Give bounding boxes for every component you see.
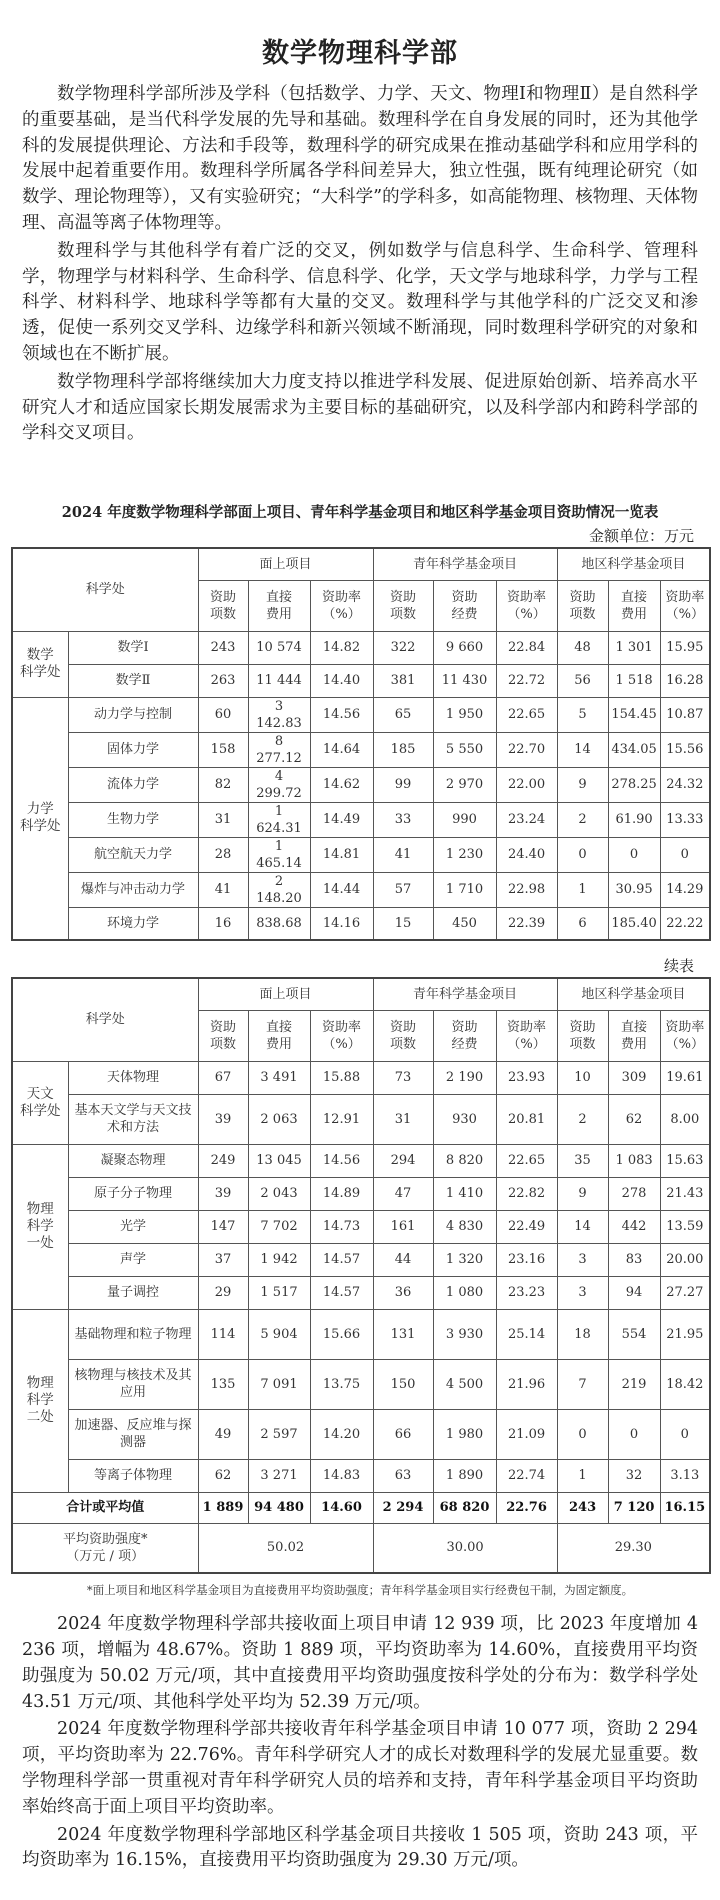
value-cell: 18 xyxy=(557,1309,608,1359)
value-cell: 7 702 xyxy=(248,1210,310,1243)
discipline-cell: 天体物理 xyxy=(68,1061,198,1094)
header-sub: 资助 项数 xyxy=(557,580,608,631)
value-cell: 48 xyxy=(557,631,608,664)
value-cell: 1 320 xyxy=(433,1243,496,1276)
value-cell: 278 xyxy=(608,1177,660,1210)
discipline-cell: 加速器、反应堆与探测器 xyxy=(68,1409,198,1459)
table-row xyxy=(12,767,710,802)
average-row xyxy=(12,1523,710,1573)
table-row xyxy=(12,697,710,732)
value-cell: 158 xyxy=(198,732,248,767)
total-row xyxy=(12,1492,710,1523)
value-cell: 1 980 xyxy=(433,1409,496,1459)
value-cell: 14 xyxy=(557,1210,608,1243)
value-cell: 99 xyxy=(373,767,433,802)
discipline-cell: 基本天文学与天文技术和方法 xyxy=(68,1094,198,1144)
value-cell: 5 xyxy=(557,697,608,732)
value-cell: 1 410 xyxy=(433,1177,496,1210)
discipline-cell: 凝聚态物理 xyxy=(68,1144,198,1177)
value-cell: 2 148.20 xyxy=(248,872,310,907)
value-cell: 185.40 xyxy=(608,907,660,940)
header-sub: 资助率 （%） xyxy=(660,1010,710,1061)
value-cell: 61.90 xyxy=(608,802,660,837)
average-value: 30.00 xyxy=(373,1523,557,1573)
header-sub: 资助 项数 xyxy=(198,580,248,631)
value-cell: 381 xyxy=(373,664,433,697)
header-sub: 资助 经费 xyxy=(433,1010,496,1061)
header-sub: 资助率 （%） xyxy=(660,580,710,631)
value-cell: 15.56 xyxy=(660,732,710,767)
table-row xyxy=(12,631,710,664)
value-cell: 0 xyxy=(608,1409,660,1459)
value-cell: 9 xyxy=(557,1177,608,1210)
value-cell: 15.63 xyxy=(660,1144,710,1177)
table-row xyxy=(12,907,710,940)
value-cell: 21.09 xyxy=(496,1409,557,1459)
value-cell: 14.82 xyxy=(310,631,373,664)
discipline-cell: 爆炸与冲击动力学 xyxy=(68,872,198,907)
total-value: 94 480 xyxy=(248,1492,310,1523)
value-cell: 1 080 xyxy=(433,1276,496,1309)
value-cell: 294 xyxy=(373,1144,433,1177)
value-cell: 47 xyxy=(373,1177,433,1210)
value-cell: 135 xyxy=(198,1359,248,1409)
value-cell: 14.73 xyxy=(310,1210,373,1243)
value-cell: 990 xyxy=(433,802,496,837)
value-cell: 57 xyxy=(373,872,433,907)
funding-table-continued xyxy=(11,977,711,1574)
value-cell: 13.33 xyxy=(660,802,710,837)
header-group: 面上项目 xyxy=(198,548,373,580)
value-cell: 243 xyxy=(198,631,248,664)
value-cell: 150 xyxy=(373,1359,433,1409)
value-cell: 930 xyxy=(433,1094,496,1144)
value-cell: 2 063 xyxy=(248,1094,310,1144)
value-cell: 13.59 xyxy=(660,1210,710,1243)
average-value: 29.30 xyxy=(557,1523,710,1573)
value-cell: 44 xyxy=(373,1243,433,1276)
discipline-cell: 基础物理和粒子物理 xyxy=(68,1309,198,1359)
value-cell: 56 xyxy=(557,664,608,697)
value-cell: 16 xyxy=(198,907,248,940)
value-cell: 8.00 xyxy=(660,1094,710,1144)
discipline-cell: 固体力学 xyxy=(68,732,198,767)
discipline-cell: 动力学与控制 xyxy=(68,697,198,732)
discipline-cell: 等离子体物理 xyxy=(68,1459,198,1492)
value-cell: 5 550 xyxy=(433,732,496,767)
value-cell: 14.56 xyxy=(310,697,373,732)
value-cell: 1 950 xyxy=(433,697,496,732)
value-cell: 8 820 xyxy=(433,1144,496,1177)
value-cell: 14.64 xyxy=(310,732,373,767)
intro-paragraph: 数学物理科学部将继续加大力度支持以推进学科发展、促进原始创新、培养高水平研究人才和适应国家长期发展需求为主要目标的基础研究，以及科学部内和跨科学部的学科交叉项目。 xyxy=(22,371,698,444)
value-cell: 14.20 xyxy=(310,1409,373,1459)
value-cell: 25.14 xyxy=(496,1309,557,1359)
value-cell: 14.16 xyxy=(310,907,373,940)
value-cell: 3.13 xyxy=(660,1459,710,1492)
value-cell: 9 xyxy=(557,767,608,802)
value-cell: 22.70 xyxy=(496,732,557,767)
value-cell: 5 904 xyxy=(248,1309,310,1359)
header-sub: 直接 费用 xyxy=(608,1010,660,1061)
header-group: 青年科学基金项目 xyxy=(373,548,557,580)
value-cell: 131 xyxy=(373,1309,433,1359)
header-sub: 直接 费用 xyxy=(608,580,660,631)
value-cell: 0 xyxy=(557,837,608,872)
table-row xyxy=(12,872,710,907)
value-cell: 8 277.12 xyxy=(248,732,310,767)
value-cell: 0 xyxy=(608,837,660,872)
value-cell: 838.68 xyxy=(248,907,310,940)
value-cell: 27.27 xyxy=(660,1276,710,1309)
value-cell: 0 xyxy=(660,1409,710,1459)
division-cell: 数学 科学处 xyxy=(12,631,68,697)
value-cell: 3 491 xyxy=(248,1061,310,1094)
value-cell: 24.32 xyxy=(660,767,710,802)
value-cell: 1 517 xyxy=(248,1276,310,1309)
value-cell: 32 xyxy=(608,1459,660,1492)
value-cell: 263 xyxy=(198,664,248,697)
value-cell: 14.89 xyxy=(310,1177,373,1210)
value-cell: 22.00 xyxy=(496,767,557,802)
table-row xyxy=(12,1061,710,1094)
value-cell: 2 597 xyxy=(248,1409,310,1459)
table-title: 2024 年度数学物理科学部面上项目、青年科学基金项目和地区科学基金项目资助情况一览表 xyxy=(61,504,659,522)
header-sub: 直接 费用 xyxy=(248,1010,310,1061)
value-cell: 4 830 xyxy=(433,1210,496,1243)
value-cell: 1 518 xyxy=(608,664,660,697)
division-cell: 力学 科学处 xyxy=(12,697,68,940)
value-cell: 14.81 xyxy=(310,837,373,872)
intro-paragraph: 数学物理科学部所涉及学科（包括数学、力学、天文、物理Ⅰ和物理Ⅱ）是自然科学的重要基础，是当代科学发展的先导和基础。数理科学在自身发展的同时，还为其他学科的发展提供理论、方法和手段等，数理科学的研究成果在推动基础学科和应用学科的发展中起着重要作用。数理科学所属各学科间差异大，独立性强，既有纯理论研究（如数学、理论物理等），又有实验研究；“大科学”的学科多，如高能物理、核物理、天体物理、高温等离子体物理等。 xyxy=(22,84,698,233)
value-cell: 22.65 xyxy=(496,1144,557,1177)
value-cell: 3 930 xyxy=(433,1309,496,1359)
discipline-cell: 数学Ⅱ xyxy=(68,664,198,697)
header-group: 地区科学基金项目 xyxy=(557,548,710,580)
table-row xyxy=(12,664,710,697)
value-cell: 3 xyxy=(557,1276,608,1309)
value-cell: 62 xyxy=(608,1094,660,1144)
total-value: 16.15 xyxy=(660,1492,710,1523)
value-cell: 19.61 xyxy=(660,1061,710,1094)
value-cell: 219 xyxy=(608,1359,660,1409)
value-cell: 16.28 xyxy=(660,664,710,697)
value-cell: 14.49 xyxy=(310,802,373,837)
header-sub: 资助率 （%） xyxy=(496,580,557,631)
discipline-cell: 数学Ⅰ xyxy=(68,631,198,664)
value-cell: 147 xyxy=(198,1210,248,1243)
table-row xyxy=(12,1243,710,1276)
value-cell: 14 xyxy=(557,732,608,767)
discipline-cell: 光学 xyxy=(68,1210,198,1243)
discipline-cell: 生物力学 xyxy=(68,802,198,837)
value-cell: 31 xyxy=(198,802,248,837)
value-cell: 13.75 xyxy=(310,1359,373,1409)
value-cell: 3 142.83 xyxy=(248,697,310,732)
value-cell: 22.65 xyxy=(496,697,557,732)
value-cell: 33 xyxy=(373,802,433,837)
value-cell: 11 444 xyxy=(248,664,310,697)
table-row xyxy=(12,1094,710,1144)
value-cell: 22.74 xyxy=(496,1459,557,1492)
value-cell: 4 500 xyxy=(433,1359,496,1409)
value-cell: 41 xyxy=(198,872,248,907)
value-cell: 2 xyxy=(557,802,608,837)
total-value: 7 120 xyxy=(608,1492,660,1523)
value-cell: 21.95 xyxy=(660,1309,710,1359)
summary-paragraph: 2024 年度数学物理科学部地区科学基金项目共接收 1 505 项，资助 243 项，平均资助率为 16.15%，直接费用平均资助强度为 29.30 万元/项。 xyxy=(22,1824,698,1871)
value-cell: 1 942 xyxy=(248,1243,310,1276)
value-cell: 0 xyxy=(660,837,710,872)
header-division: 科学处 xyxy=(12,548,198,631)
value-cell: 18.42 xyxy=(660,1359,710,1409)
value-cell: 0 xyxy=(557,1409,608,1459)
header-division: 科学处 xyxy=(12,978,198,1061)
division-cell: 物理 科学 二处 xyxy=(12,1309,68,1492)
value-cell: 14.44 xyxy=(310,872,373,907)
value-cell: 63 xyxy=(373,1459,433,1492)
value-cell: 83 xyxy=(608,1243,660,1276)
value-cell: 10.87 xyxy=(660,697,710,732)
value-cell: 2 xyxy=(557,1094,608,1144)
table-row xyxy=(12,837,710,872)
value-cell: 24.40 xyxy=(496,837,557,872)
table-row xyxy=(12,1210,710,1243)
value-cell: 15 xyxy=(373,907,433,940)
division-cell: 天文 科学处 xyxy=(12,1061,68,1144)
value-cell: 9 660 xyxy=(433,631,496,664)
value-cell: 41 xyxy=(373,837,433,872)
value-cell: 4 299.72 xyxy=(248,767,310,802)
value-cell: 322 xyxy=(373,631,433,664)
intro-paragraph: 数理科学与其他科学有着广泛的交叉，例如数学与信息科学、生命科学、管理科学，物理学与材料科学、生命科学、信息科学、化学，天文学与地球科学，力学与工程科学、材料科学、地球科学等都有大量的交叉。数理科学与其他学科的广泛交叉和渗透，促使一系列交叉学科、边缘学科和新兴领域不断涌现，同时数理科学研究的对象和领域也在不断扩展。 xyxy=(22,240,698,364)
value-cell: 10 xyxy=(557,1061,608,1094)
value-cell: 39 xyxy=(198,1094,248,1144)
value-cell: 442 xyxy=(608,1210,660,1243)
header-sub: 资助 项数 xyxy=(198,1010,248,1061)
division-cell: 物理 科学 一处 xyxy=(12,1144,68,1309)
value-cell: 249 xyxy=(198,1144,248,1177)
page-title: 数学物理科学部 xyxy=(262,38,458,69)
table-footnote: *面上项目和地区科学基金项目为直接费用平均资助强度；青年科学基金项目实行经费包干制，为固定额度。 xyxy=(86,1583,634,1598)
funding-table xyxy=(11,547,711,941)
value-cell: 28 xyxy=(198,837,248,872)
discipline-cell: 环境力学 xyxy=(68,907,198,940)
header-row xyxy=(12,978,710,1010)
header-row xyxy=(12,548,710,580)
value-cell: 13 045 xyxy=(248,1144,310,1177)
discipline-cell: 核物理与核技术及其应用 xyxy=(68,1359,198,1409)
value-cell: 60 xyxy=(198,697,248,732)
value-cell: 2 970 xyxy=(433,767,496,802)
value-cell: 7 xyxy=(557,1359,608,1409)
total-value: 22.76 xyxy=(496,1492,557,1523)
value-cell: 15.66 xyxy=(310,1309,373,1359)
header-group: 地区科学基金项目 xyxy=(557,978,710,1010)
table-row xyxy=(12,1177,710,1210)
value-cell: 10 574 xyxy=(248,631,310,664)
total-label: 合计或平均值 xyxy=(12,1492,198,1523)
value-cell: 14.62 xyxy=(310,767,373,802)
value-cell: 1 890 xyxy=(433,1459,496,1492)
value-cell: 114 xyxy=(198,1309,248,1359)
value-cell: 66 xyxy=(373,1409,433,1459)
value-cell: 14.57 xyxy=(310,1243,373,1276)
value-cell: 1 301 xyxy=(608,631,660,664)
value-cell: 1 710 xyxy=(433,872,496,907)
table-row xyxy=(12,1459,710,1492)
unit-label: 金额单位：万元 xyxy=(588,527,694,546)
value-cell: 2 190 xyxy=(433,1061,496,1094)
value-cell: 22.22 xyxy=(660,907,710,940)
value-cell: 450 xyxy=(433,907,496,940)
value-cell: 14.57 xyxy=(310,1276,373,1309)
value-cell: 309 xyxy=(608,1061,660,1094)
discipline-cell: 量子调控 xyxy=(68,1276,198,1309)
continued-label: 续表 xyxy=(663,957,694,976)
value-cell: 185 xyxy=(373,732,433,767)
value-cell: 37 xyxy=(198,1243,248,1276)
table-row xyxy=(12,1359,710,1409)
value-cell: 29 xyxy=(198,1276,248,1309)
value-cell: 1 624.31 xyxy=(248,802,310,837)
value-cell: 1 xyxy=(557,872,608,907)
value-cell: 35 xyxy=(557,1144,608,1177)
value-cell: 1 xyxy=(557,1459,608,1492)
value-cell: 31 xyxy=(373,1094,433,1144)
table-row xyxy=(12,1144,710,1177)
value-cell: 11 430 xyxy=(433,664,496,697)
value-cell: 15.95 xyxy=(660,631,710,664)
value-cell: 22.82 xyxy=(496,1177,557,1210)
value-cell: 23.24 xyxy=(496,802,557,837)
header-sub: 资助率 （%） xyxy=(310,580,373,631)
header-sub: 资助 项数 xyxy=(373,580,433,631)
table-row xyxy=(12,1409,710,1459)
value-cell: 12.91 xyxy=(310,1094,373,1144)
value-cell: 20.00 xyxy=(660,1243,710,1276)
table-row xyxy=(12,1309,710,1359)
header-sub: 资助 经费 xyxy=(433,580,496,631)
value-cell: 20.81 xyxy=(496,1094,557,1144)
value-cell: 23.23 xyxy=(496,1276,557,1309)
total-value: 14.60 xyxy=(310,1492,373,1523)
header-sub: 资助 项数 xyxy=(373,1010,433,1061)
total-value: 1 889 xyxy=(198,1492,248,1523)
table-row xyxy=(12,732,710,767)
discipline-cell: 原子分子物理 xyxy=(68,1177,198,1210)
value-cell: 22.39 xyxy=(496,907,557,940)
value-cell: 278.25 xyxy=(608,767,660,802)
value-cell: 39 xyxy=(198,1177,248,1210)
value-cell: 154.45 xyxy=(608,697,660,732)
value-cell: 3 xyxy=(557,1243,608,1276)
discipline-cell: 流体力学 xyxy=(68,767,198,802)
value-cell: 1 230 xyxy=(433,837,496,872)
header-group: 面上项目 xyxy=(198,978,373,1010)
average-value: 50.02 xyxy=(198,1523,373,1573)
summary-paragraph: 2024 年度数学物理科学部共接收青年科学基金项目申请 10 077 项，资助 2 294 项，平均资助率为 22.76%。青年科学研究人才的成长对数理科学的发展尤显重要。数学物理科学部一贯重视对青年科学研究人员的培养和支持，青年科学基金项目平均资助率始终高于面上项目平均资助率。 xyxy=(22,1719,698,1817)
header-group: 青年科学基金项目 xyxy=(373,978,557,1010)
value-cell: 14.40 xyxy=(310,664,373,697)
value-cell: 14.29 xyxy=(660,872,710,907)
value-cell: 94 xyxy=(608,1276,660,1309)
value-cell: 2 043 xyxy=(248,1177,310,1210)
value-cell: 62 xyxy=(198,1459,248,1492)
value-cell: 23.16 xyxy=(496,1243,557,1276)
total-value: 2 294 xyxy=(373,1492,433,1523)
total-value: 243 xyxy=(557,1492,608,1523)
value-cell: 22.49 xyxy=(496,1210,557,1243)
value-cell: 22.72 xyxy=(496,664,557,697)
value-cell: 15.88 xyxy=(310,1061,373,1094)
value-cell: 1 465.14 xyxy=(248,837,310,872)
value-cell: 1 083 xyxy=(608,1144,660,1177)
value-cell: 30.95 xyxy=(608,872,660,907)
header-sub: 资助 项数 xyxy=(557,1010,608,1061)
value-cell: 36 xyxy=(373,1276,433,1309)
table-row xyxy=(12,1276,710,1309)
value-cell: 23.93 xyxy=(496,1061,557,1094)
value-cell: 82 xyxy=(198,767,248,802)
value-cell: 21.96 xyxy=(496,1359,557,1409)
header-sub: 资助率 （%） xyxy=(496,1010,557,1061)
value-cell: 73 xyxy=(373,1061,433,1094)
value-cell: 22.84 xyxy=(496,631,557,664)
value-cell: 22.98 xyxy=(496,872,557,907)
header-sub: 资助率 （%） xyxy=(310,1010,373,1061)
value-cell: 161 xyxy=(373,1210,433,1243)
summary-paragraph: 2024 年度数学物理科学部共接收面上项目申请 12 939 项，比 2023 年度增加 4 236 项，增幅为 48.67%。资助 1 889 项，平均资助率为 14.60%，直接费用平均资助强度为 50.02 万元/项，其中直接费用平均资助强度按科学处的分布为：数学科学处 43.51 万元/项、其他科学处平均为 52.39 万元/项。 xyxy=(22,1614,698,1712)
value-cell: 14.56 xyxy=(310,1144,373,1177)
header-sub: 直接 费用 xyxy=(248,580,310,631)
total-value: 68 820 xyxy=(433,1492,496,1523)
value-cell: 554 xyxy=(608,1309,660,1359)
value-cell: 65 xyxy=(373,697,433,732)
value-cell: 14.83 xyxy=(310,1459,373,1492)
value-cell: 6 xyxy=(557,907,608,940)
value-cell: 434.05 xyxy=(608,732,660,767)
discipline-cell: 声学 xyxy=(68,1243,198,1276)
value-cell: 21.43 xyxy=(660,1177,710,1210)
value-cell: 49 xyxy=(198,1409,248,1459)
average-label: 平均资助强度* （万元 / 项） xyxy=(12,1523,198,1573)
discipline-cell: 航空航天力学 xyxy=(68,837,198,872)
value-cell: 67 xyxy=(198,1061,248,1094)
value-cell: 7 091 xyxy=(248,1359,310,1409)
value-cell: 3 271 xyxy=(248,1459,310,1492)
table-row xyxy=(12,802,710,837)
